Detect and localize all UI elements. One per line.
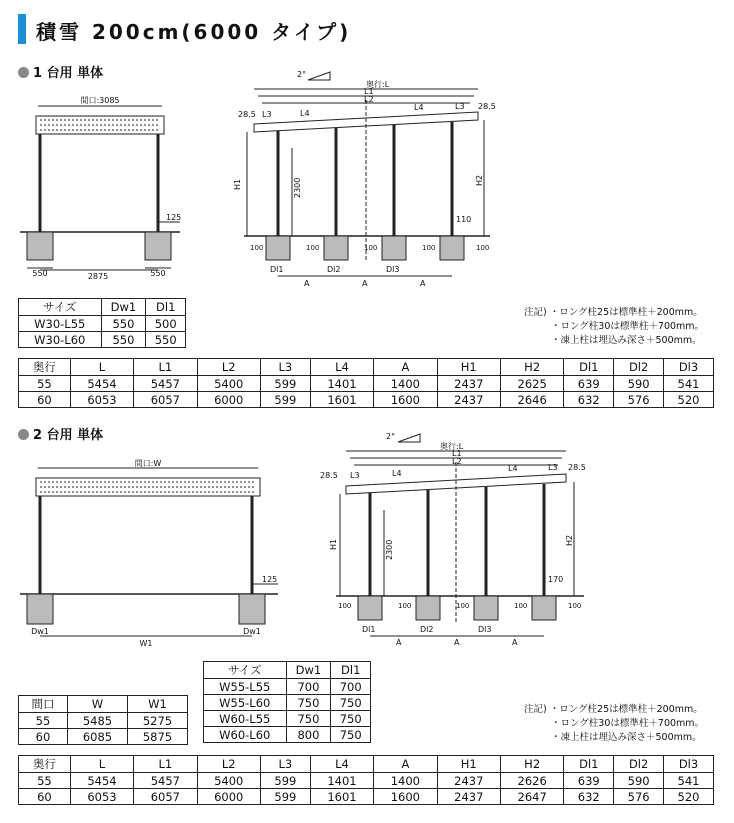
- table-cell: 2646: [500, 392, 563, 408]
- table-cell: 5400: [197, 376, 260, 392]
- table-cell: W30-L55: [19, 316, 102, 332]
- s1-100-b: 100: [306, 244, 320, 252]
- s2-l4-left: L4: [392, 469, 402, 478]
- s2-100-a: 100: [338, 602, 352, 610]
- table-cell: 5275: [127, 713, 187, 729]
- s2-front-dw-right: Dw1: [243, 627, 261, 636]
- table-header-cell: H2: [500, 359, 563, 376]
- s2-l3-left: L3: [350, 471, 360, 480]
- table-cell: 2626: [500, 773, 563, 789]
- s1-front-roof-pattern: [40, 120, 160, 130]
- table-cell: 576: [614, 789, 664, 805]
- s1-100-a: 100: [250, 244, 264, 252]
- table-header-cell: L1: [134, 756, 197, 773]
- table-cell: 2437: [437, 376, 500, 392]
- table-cell: 60: [19, 789, 71, 805]
- s2-l1: L1: [452, 449, 462, 458]
- s2-100-c: 100: [456, 602, 470, 610]
- table-header-cell: 奥行: [19, 359, 71, 376]
- s2-h1: H1: [329, 538, 338, 550]
- table-cell: W30-L60: [19, 332, 102, 348]
- table-cell: 1601: [310, 392, 373, 408]
- s2-size-table: [203, 661, 371, 743]
- table-cell: 700: [331, 679, 371, 695]
- table-cell: 750: [331, 711, 371, 727]
- s1-dl1: Dl1: [270, 265, 284, 274]
- s2-note-2: ・凍上柱は埋込み深さ＋500mm。: [551, 732, 702, 743]
- s2-front-opening-label: 間口:W: [134, 459, 162, 468]
- s2-dl2: Dl2: [420, 625, 434, 634]
- table-cell: 6085: [68, 729, 128, 745]
- table-header-cell: Dl3: [664, 756, 714, 773]
- s2-note-0: 注記) ・ロング柱25は標準柱＋200mm。: [524, 704, 703, 715]
- table-cell: 599: [260, 376, 310, 392]
- table-row: [204, 679, 371, 695]
- table-cell: 2647: [500, 789, 563, 805]
- s1-note-1: ・ロング柱30は標準柱＋700mm。: [551, 321, 705, 332]
- s2-note-1: ・ロング柱30は標準柱＋700mm。: [551, 718, 705, 729]
- s2-l4-right: L4: [508, 464, 518, 473]
- table-header-cell: サイズ: [204, 662, 287, 679]
- table-header-cell: Dw1: [286, 662, 331, 679]
- s1-front-dw-right: 550: [150, 269, 166, 278]
- table-row: [204, 695, 371, 711]
- table-row: [19, 789, 714, 805]
- table-cell: 700: [286, 679, 331, 695]
- s1-l3-right: L3: [455, 102, 465, 111]
- table-row: [19, 773, 714, 789]
- table-cell: 599: [260, 789, 310, 805]
- s2-side-foundation-1: [358, 596, 382, 620]
- table-cell: 5454: [70, 773, 133, 789]
- table-cell: 750: [331, 727, 371, 743]
- table-header-cell: H1: [437, 359, 500, 376]
- s1-note-0: 注記) ・ロング柱25は標準柱＋200mm。: [524, 307, 703, 318]
- table-header-cell: H2: [500, 756, 563, 773]
- s1-front-view: [20, 96, 181, 281]
- s1-front-foundation-left: [27, 232, 53, 260]
- s2-100-d: 100: [514, 602, 528, 610]
- table-cell: 1401: [310, 376, 373, 392]
- table-cell: 520: [664, 789, 714, 805]
- table-header-cell: Dl2: [614, 756, 664, 773]
- s2-front-h-label: 125: [262, 575, 278, 584]
- table-cell: 5485: [68, 713, 128, 729]
- s2-side-foundation-4: [532, 596, 556, 620]
- table-header-cell: 奥行: [19, 756, 71, 773]
- table-header-cell: L1: [134, 359, 197, 376]
- s1-100-c: 100: [364, 244, 378, 252]
- s1-a-3: A: [420, 279, 426, 288]
- s2-side-foundation-2: [416, 596, 440, 620]
- table-cell: 632: [564, 392, 614, 408]
- table-cell: 750: [286, 695, 331, 711]
- table-cell: W55-L60: [204, 695, 287, 711]
- table-cell: 60: [19, 729, 68, 745]
- s1-notes: [524, 306, 704, 348]
- s2-depth: 奥行:L: [440, 442, 464, 451]
- s2-h2: H2: [565, 534, 574, 546]
- table-header-cell: A: [374, 359, 437, 376]
- table-cell: 639: [564, 376, 614, 392]
- table-cell: 599: [260, 773, 310, 789]
- table-row: [19, 332, 186, 348]
- s2-a-1: A: [396, 638, 402, 647]
- s2-notes: [524, 703, 704, 745]
- table-header-cell: L2: [197, 359, 260, 376]
- table-cell: 6000: [197, 789, 260, 805]
- table-cell: 55: [19, 376, 71, 392]
- table-cell: 5875: [127, 729, 187, 745]
- s1-eave-left: 28.5: [238, 110, 256, 119]
- table-cell: 750: [331, 695, 371, 711]
- s1-depth: 奥行:L: [366, 80, 390, 89]
- s1-size-table: [18, 298, 186, 348]
- section2-heading-text: 2 台用 単体: [33, 428, 104, 443]
- s1-a-1: A: [304, 279, 310, 288]
- table-header-cell: 間口: [19, 696, 68, 713]
- table-cell: 599: [260, 392, 310, 408]
- s1-slope-icon: [308, 72, 330, 80]
- s2-a-2: A: [454, 638, 460, 647]
- table-cell: W60-L60: [204, 727, 287, 743]
- table-cell: 5457: [134, 376, 197, 392]
- table-header-cell: H1: [437, 756, 500, 773]
- table-header-row: [19, 696, 188, 713]
- table-cell: 550: [101, 332, 146, 348]
- s1-l4-right: L4: [414, 103, 424, 112]
- s1-front-h-label: 125: [166, 213, 182, 222]
- s1-note-2: ・凍上柱は埋込み深さ＋500mm。: [551, 335, 702, 346]
- s2-front-w: W1: [139, 639, 153, 648]
- s2-front-foundation-right: [239, 594, 265, 624]
- s1-side-foundation-4: [440, 236, 464, 260]
- section1-heading-text: 1 台用 単体: [33, 66, 104, 81]
- table-row: [19, 729, 188, 745]
- table-header-cell: Dl1: [146, 299, 186, 316]
- s1-dl3: Dl3: [386, 265, 400, 274]
- s2-slope: 2°: [386, 432, 396, 441]
- s1-side-view: [233, 70, 496, 288]
- table-cell: 550: [146, 332, 186, 348]
- table-cell: 6057: [134, 789, 197, 805]
- table-header-cell: L: [70, 359, 133, 376]
- table-cell: 1400: [374, 376, 437, 392]
- s2-dl1: Dl1: [362, 625, 376, 634]
- s2-l2: L2: [452, 457, 462, 466]
- s2-dl3: Dl3: [478, 625, 492, 634]
- table-header-cell: L3: [260, 756, 310, 773]
- s1-side-foundation-3: [382, 236, 406, 260]
- s2-front-dw-left: Dw1: [31, 627, 49, 636]
- s1-front-dw-left: 550: [32, 269, 48, 278]
- table-cell: 576: [614, 392, 664, 408]
- s2-side-view: [320, 432, 586, 647]
- s2-l3-right: L3: [548, 463, 558, 472]
- page-title: 積雪 200cm(6000 タイプ): [36, 20, 352, 44]
- s1-l1: L1: [364, 87, 374, 96]
- table-cell: 2625: [500, 376, 563, 392]
- s1-h1: H1: [233, 178, 242, 190]
- table-cell: 1601: [310, 789, 373, 805]
- table-header-row: [19, 756, 714, 773]
- table-cell: 6057: [134, 392, 197, 408]
- table-header-cell: L3: [260, 359, 310, 376]
- table-row: [19, 316, 186, 332]
- s2-front-foundation-left: [27, 594, 53, 624]
- s1-dl2: Dl2: [327, 265, 341, 274]
- table-cell: 500: [146, 316, 186, 332]
- table-cell: 55: [19, 713, 68, 729]
- s2-a-3: A: [512, 638, 518, 647]
- table-cell: 6053: [70, 392, 133, 408]
- s2-slope-icon: [398, 434, 420, 442]
- s2-eave-right: 28.5: [568, 463, 586, 472]
- table-cell: W60-L55: [204, 711, 287, 727]
- s1-110: 110: [456, 215, 472, 224]
- s1-100-d: 100: [422, 244, 436, 252]
- table-cell: 550: [101, 316, 146, 332]
- table-row: [19, 376, 714, 392]
- table-header-row: [204, 662, 371, 679]
- table-header-cell: サイズ: [19, 299, 102, 316]
- table-header-cell: L2: [197, 756, 260, 773]
- s1-side-foundation-1: [266, 236, 290, 260]
- table-cell: 55: [19, 773, 71, 789]
- table-header-cell: Dl1: [564, 756, 614, 773]
- table-header-row: [19, 299, 186, 316]
- s2-side-foundation-3: [474, 596, 498, 620]
- table-cell: 800: [286, 727, 331, 743]
- table-header-row: [19, 359, 714, 376]
- s2-170: 170: [548, 575, 564, 584]
- table-cell: 5454: [70, 376, 133, 392]
- table-cell: 750: [286, 711, 331, 727]
- table-cell: 590: [614, 376, 664, 392]
- s1-2300: 2300: [293, 177, 302, 198]
- s2-eave-left: 28.5: [320, 471, 338, 480]
- table-header-cell: Dw1: [101, 299, 146, 316]
- table-header-cell: W: [68, 696, 128, 713]
- s1-front-opening-label: 間口:3085: [80, 96, 120, 105]
- table-cell: 1401: [310, 773, 373, 789]
- table-header-cell: L4: [310, 359, 373, 376]
- table-cell: 541: [664, 773, 714, 789]
- table-cell: 1600: [374, 392, 437, 408]
- table-header-cell: Dl3: [664, 359, 714, 376]
- table-header-cell: W1: [127, 696, 187, 713]
- s1-dim-table: [18, 358, 714, 408]
- table-row: [204, 711, 371, 727]
- table-cell: 2437: [437, 773, 500, 789]
- table-cell: W55-L55: [204, 679, 287, 695]
- table-cell: 5400: [197, 773, 260, 789]
- table-cell: 6000: [197, 392, 260, 408]
- table-row: [204, 727, 371, 743]
- table-cell: 2437: [437, 789, 500, 805]
- table-cell: 1400: [374, 773, 437, 789]
- s1-side-foundation-2: [324, 236, 348, 260]
- table-cell: 541: [664, 376, 714, 392]
- table-header-cell: L4: [310, 756, 373, 773]
- table-cell: 639: [564, 773, 614, 789]
- table-cell: 5457: [134, 773, 197, 789]
- table-cell: 2437: [437, 392, 500, 408]
- s1-a-2: A: [362, 279, 368, 288]
- s2-100-e: 100: [568, 602, 582, 610]
- table-row: [19, 392, 714, 408]
- s2-front-roof-pattern: [40, 482, 256, 492]
- s2-front-view: [20, 459, 278, 648]
- s1-eave-right: 28.5: [478, 102, 496, 111]
- s1-l4-left: L4: [300, 109, 310, 118]
- table-header-cell: Dl1: [331, 662, 371, 679]
- s1-100-e: 100: [476, 244, 490, 252]
- s1-l2: L2: [364, 95, 374, 104]
- table-header-cell: L: [70, 756, 133, 773]
- table-cell: 60: [19, 392, 71, 408]
- table-cell: 632: [564, 789, 614, 805]
- table-row: [19, 713, 188, 729]
- s1-l3-left: L3: [262, 110, 272, 119]
- s1-slope: 2°: [297, 70, 307, 79]
- s2-dim-table: [18, 755, 714, 805]
- table-cell: 590: [614, 773, 664, 789]
- s2-2300: 2300: [385, 539, 394, 560]
- table-header-cell: A: [374, 756, 437, 773]
- s1-front-w: 2875: [87, 272, 109, 281]
- table-cell: 1600: [374, 789, 437, 805]
- table-cell: 6053: [70, 789, 133, 805]
- table-header-cell: Dl2: [614, 359, 664, 376]
- table-header-cell: Dl1: [564, 359, 614, 376]
- s2-width-table: [18, 695, 188, 745]
- s2-100-b: 100: [398, 602, 412, 610]
- s1-front-foundation-right: [145, 232, 171, 260]
- s1-h2: H2: [475, 174, 484, 186]
- table-cell: 520: [664, 392, 714, 408]
